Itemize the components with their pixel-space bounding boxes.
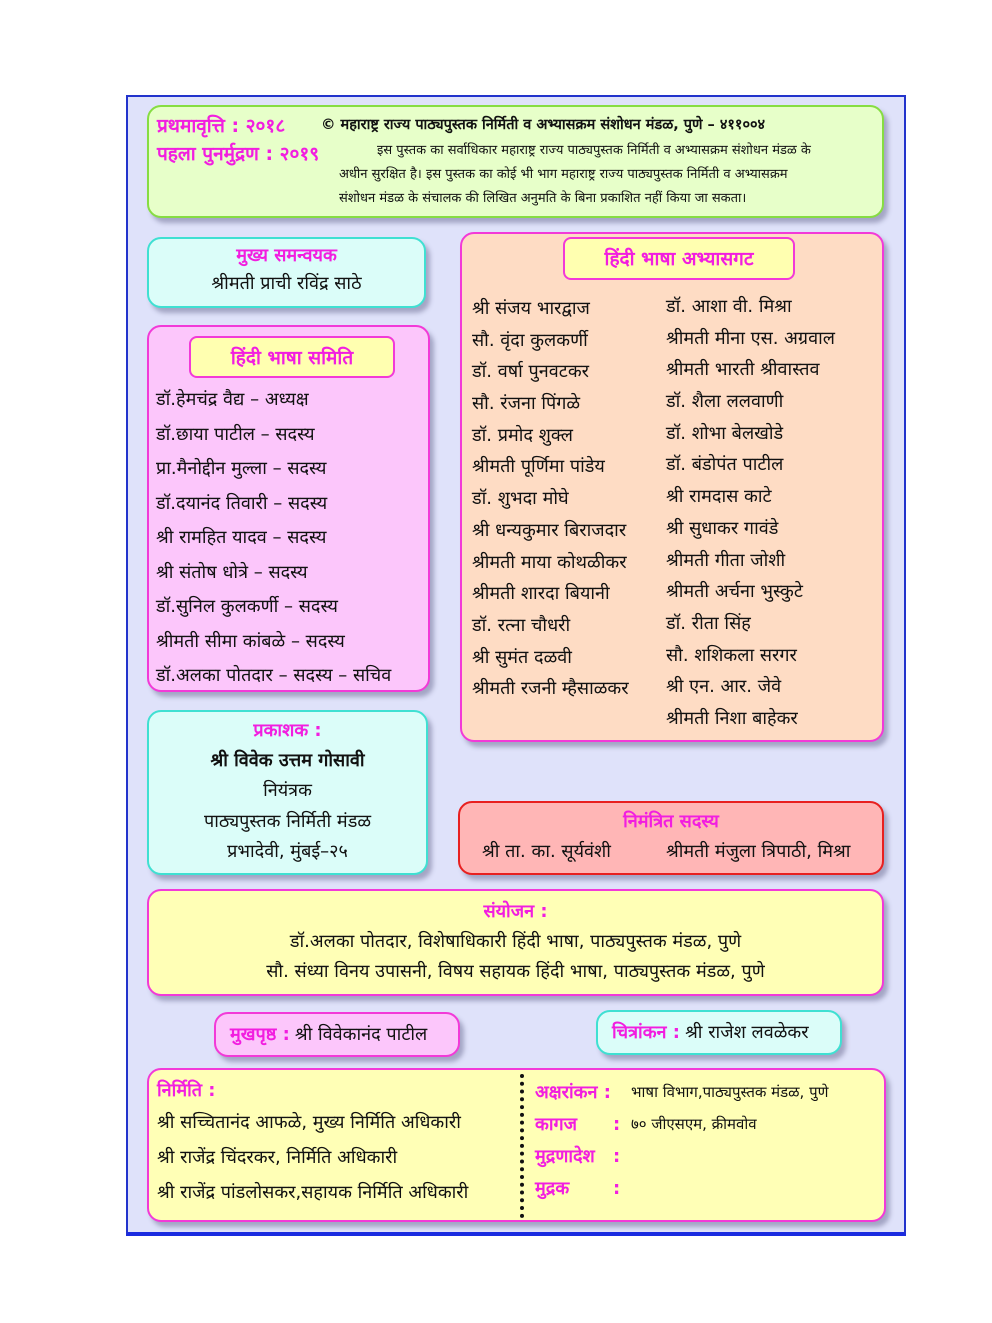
member-name: श्री एन. आर. जेवे [666,676,782,698]
member-name: श्री संतोष धोत्रे – सदस्य [156,561,308,583]
member-name: डॉ. बंडोपंत पाटील [666,454,784,476]
member-name: श्रीमती शारदा बियानी [472,583,610,605]
publisher-place: प्रभादेवी, मुंबई–२५ [227,841,348,863]
member-name: डॉ. शुभदा मोघे [472,488,569,510]
paper-value: ७० जीएसएम, क्रीमवोव [631,1115,757,1133]
member-name: डॉ. प्रमोद शुक्ल [472,424,573,446]
language-committee-box [147,325,430,692]
printer-label: मुद्रक [535,1178,570,1199]
member-name: श्री सुधाकर गावंडे [666,517,779,539]
typesetting-label: अक्षरांकन : [535,1082,611,1103]
publisher-role: नियंत्रक [263,780,312,802]
member-name: श्रीमती मीना एस. अग्रवाल [666,327,835,349]
coordination-line: डॉ.अलका पोतदार, विशेषाधिकारी हिंदी भाषा, पाठ्यपुस्तक मंडळ, पुणे [289,930,742,952]
member-name: श्री धन्यकुमार बिराजदार [472,519,627,541]
member-name: डॉ. रीता सिंह [666,612,751,634]
member-name: डॉ.सुनिल कुलकर्णी – सदस्य [156,596,338,617]
illustration-credit-box [596,1010,842,1055]
member-name: सौ. वृंदा कुलकर्णी [472,329,588,351]
member-name: श्रीमती निशा बाहेकर [666,707,798,729]
coordination-box [147,889,884,996]
member-name: डॉ. आशा वी. मिश्रा [666,296,792,317]
member-name: श्रीमती रजनी म्हैसाळकर [472,678,629,700]
invited-member: श्री ता. का. सूर्यवंशी [482,841,611,862]
copyright-box [147,105,884,218]
colon: : [613,1178,621,1199]
publisher-box [147,710,428,875]
colon: : [613,1114,621,1135]
cover-artist: श्री विवेकानंद पाटील [294,1024,428,1045]
member-name: प्रा.मैनोद्दीन मुल्ला – सदस्य [156,458,327,479]
member-name: डॉ. शोभा बेलखोडे [666,422,784,444]
member-name: सौ. रंजना पिंगळे [472,393,581,415]
production-line: श्री राजेंद्र चिंदरकर, निर्मिति अधिकारी [157,1147,398,1168]
notice-line: संशोधन मंडळ के संचालक की लिखित अनुमति के बिना प्रकाशित नहीं किया जा सकता। [339,191,747,206]
cover-credit-box [214,1012,460,1057]
cover-label: मुखपृष्ठ : [230,1024,290,1045]
production-line: श्री सच्चितानंद आफळे, मुख्य निर्मिति अधिकारी [157,1112,461,1133]
member-name: श्री सुमंत दळवी [472,646,572,668]
illustration-label: चित्रांकन : [612,1022,680,1043]
member-name: श्री रामहित यादव – सदस्य [156,527,327,548]
section-title: निमंत्रित सदस्य [623,811,719,832]
illustrator: श्री राजेश लवळेकर [685,1022,809,1043]
chief-coordinator-box [147,237,426,308]
publisher-name: श्री विवेक उत्तम गोसावी [210,749,365,771]
member-name: श्रीमती माया कोथळीकर [472,551,627,573]
member-name: डॉ.दयानंद तिवारी – सदस्य [156,492,328,514]
member-name: श्रीमती अर्चना भुस्कुटे [666,581,803,603]
invited-member: श्रीमती मंजुला त्रिपाठी, मिश्रा [666,841,851,862]
member-name: श्री संजय भारद्वाज [472,298,590,319]
section-title: निर्मिति : [157,1080,216,1101]
invited-members-box [458,801,884,875]
copyright-line: © महाराष्ट्र राज्य पाठ्यपुस्तक निर्मिती व अभ्यासक्रम संशोधन मंडळ, पुणे – ४११००४ [321,117,766,133]
colon: : [613,1146,621,1167]
member-name: डॉ. रत्ना चौधरी [472,614,571,636]
committee-list [156,387,391,698]
section-title: हिंदी भाषा समिति [189,336,395,378]
production-line: श्री राजेंद्र पांडलोसकर,सहायक निर्मिति अधिकारी [157,1182,469,1203]
publisher-org: पाठ्यपुस्तक निर्मिती मंडळ [203,810,372,832]
section-title: मुख्य समन्वयक [236,245,337,266]
member-name: श्रीमती गीता जोशी [666,549,786,571]
member-name: डॉ.अलका पोतदार – सदस्य – सचिव [156,665,392,686]
member-name: श्रीमती पूर्णिमा पांडेय [472,456,605,478]
member-name: श्रीमती भारती श्रीवास्तव [666,359,820,381]
member-name: डॉ. वर्षा पुनवटकर [472,361,590,383]
notice-line: इस पुस्तक का सर्वाधिकार महाराष्ट्र राज्य पाठ्यपुस्तक निर्मिती व अभ्यासक्रम संशोधन मंडळ के [377,143,811,158]
member-name: डॉ.हेमचंद्र वैद्य – अध्यक्ष [156,389,309,410]
print-order-label: मुद्रणादेश [535,1146,595,1167]
study-group-right-list [666,294,835,738]
edition-first: प्रथमावृत्ति : २०१८ [157,115,286,137]
member-name: श्रीमती सीमा कांबळे – सदस्य [156,630,345,652]
study-group-box [460,232,884,742]
notice-line: अधीन सुरक्षित है। इस पुस्तक का कोई भी भाग महाराष्ट्र राज्य पाठ्यपुस्तक निर्मिती व अभ्यासक्रम [339,167,788,182]
coordinator-name: श्रीमती प्राची रविंद्र साठे [211,272,362,294]
member-name: डॉ. शैला ललवाणी [666,391,784,413]
edition-reprint: पहला पुनर्मुद्रण : २०१९ [157,143,320,165]
member-name: सौ. शशिकला सरगर [666,644,797,666]
section-title: संयोजन : [483,901,548,922]
member-name: डॉ.छाया पाटील – सदस्य [156,423,315,445]
typesetting-value: भाषा विभाग,पाठ्यपुस्तक मंडळ, पुणे [631,1083,829,1101]
coordination-line: सौ. संध्या विनय उपासनी, विषय सहायक हिंदी भाषा, पाठ्यपुस्तक मंडळ, पुणे [266,961,765,983]
divider [520,1074,524,1218]
section-title: प्रकाशक : [253,720,322,741]
production-box [147,1068,886,1222]
study-group-left-list [472,296,629,708]
member-name: श्री रामदास काटे [666,486,772,508]
section-title: हिंदी भाषा अभ्यासगट [563,237,795,280]
paper-label: कागज [535,1114,577,1135]
